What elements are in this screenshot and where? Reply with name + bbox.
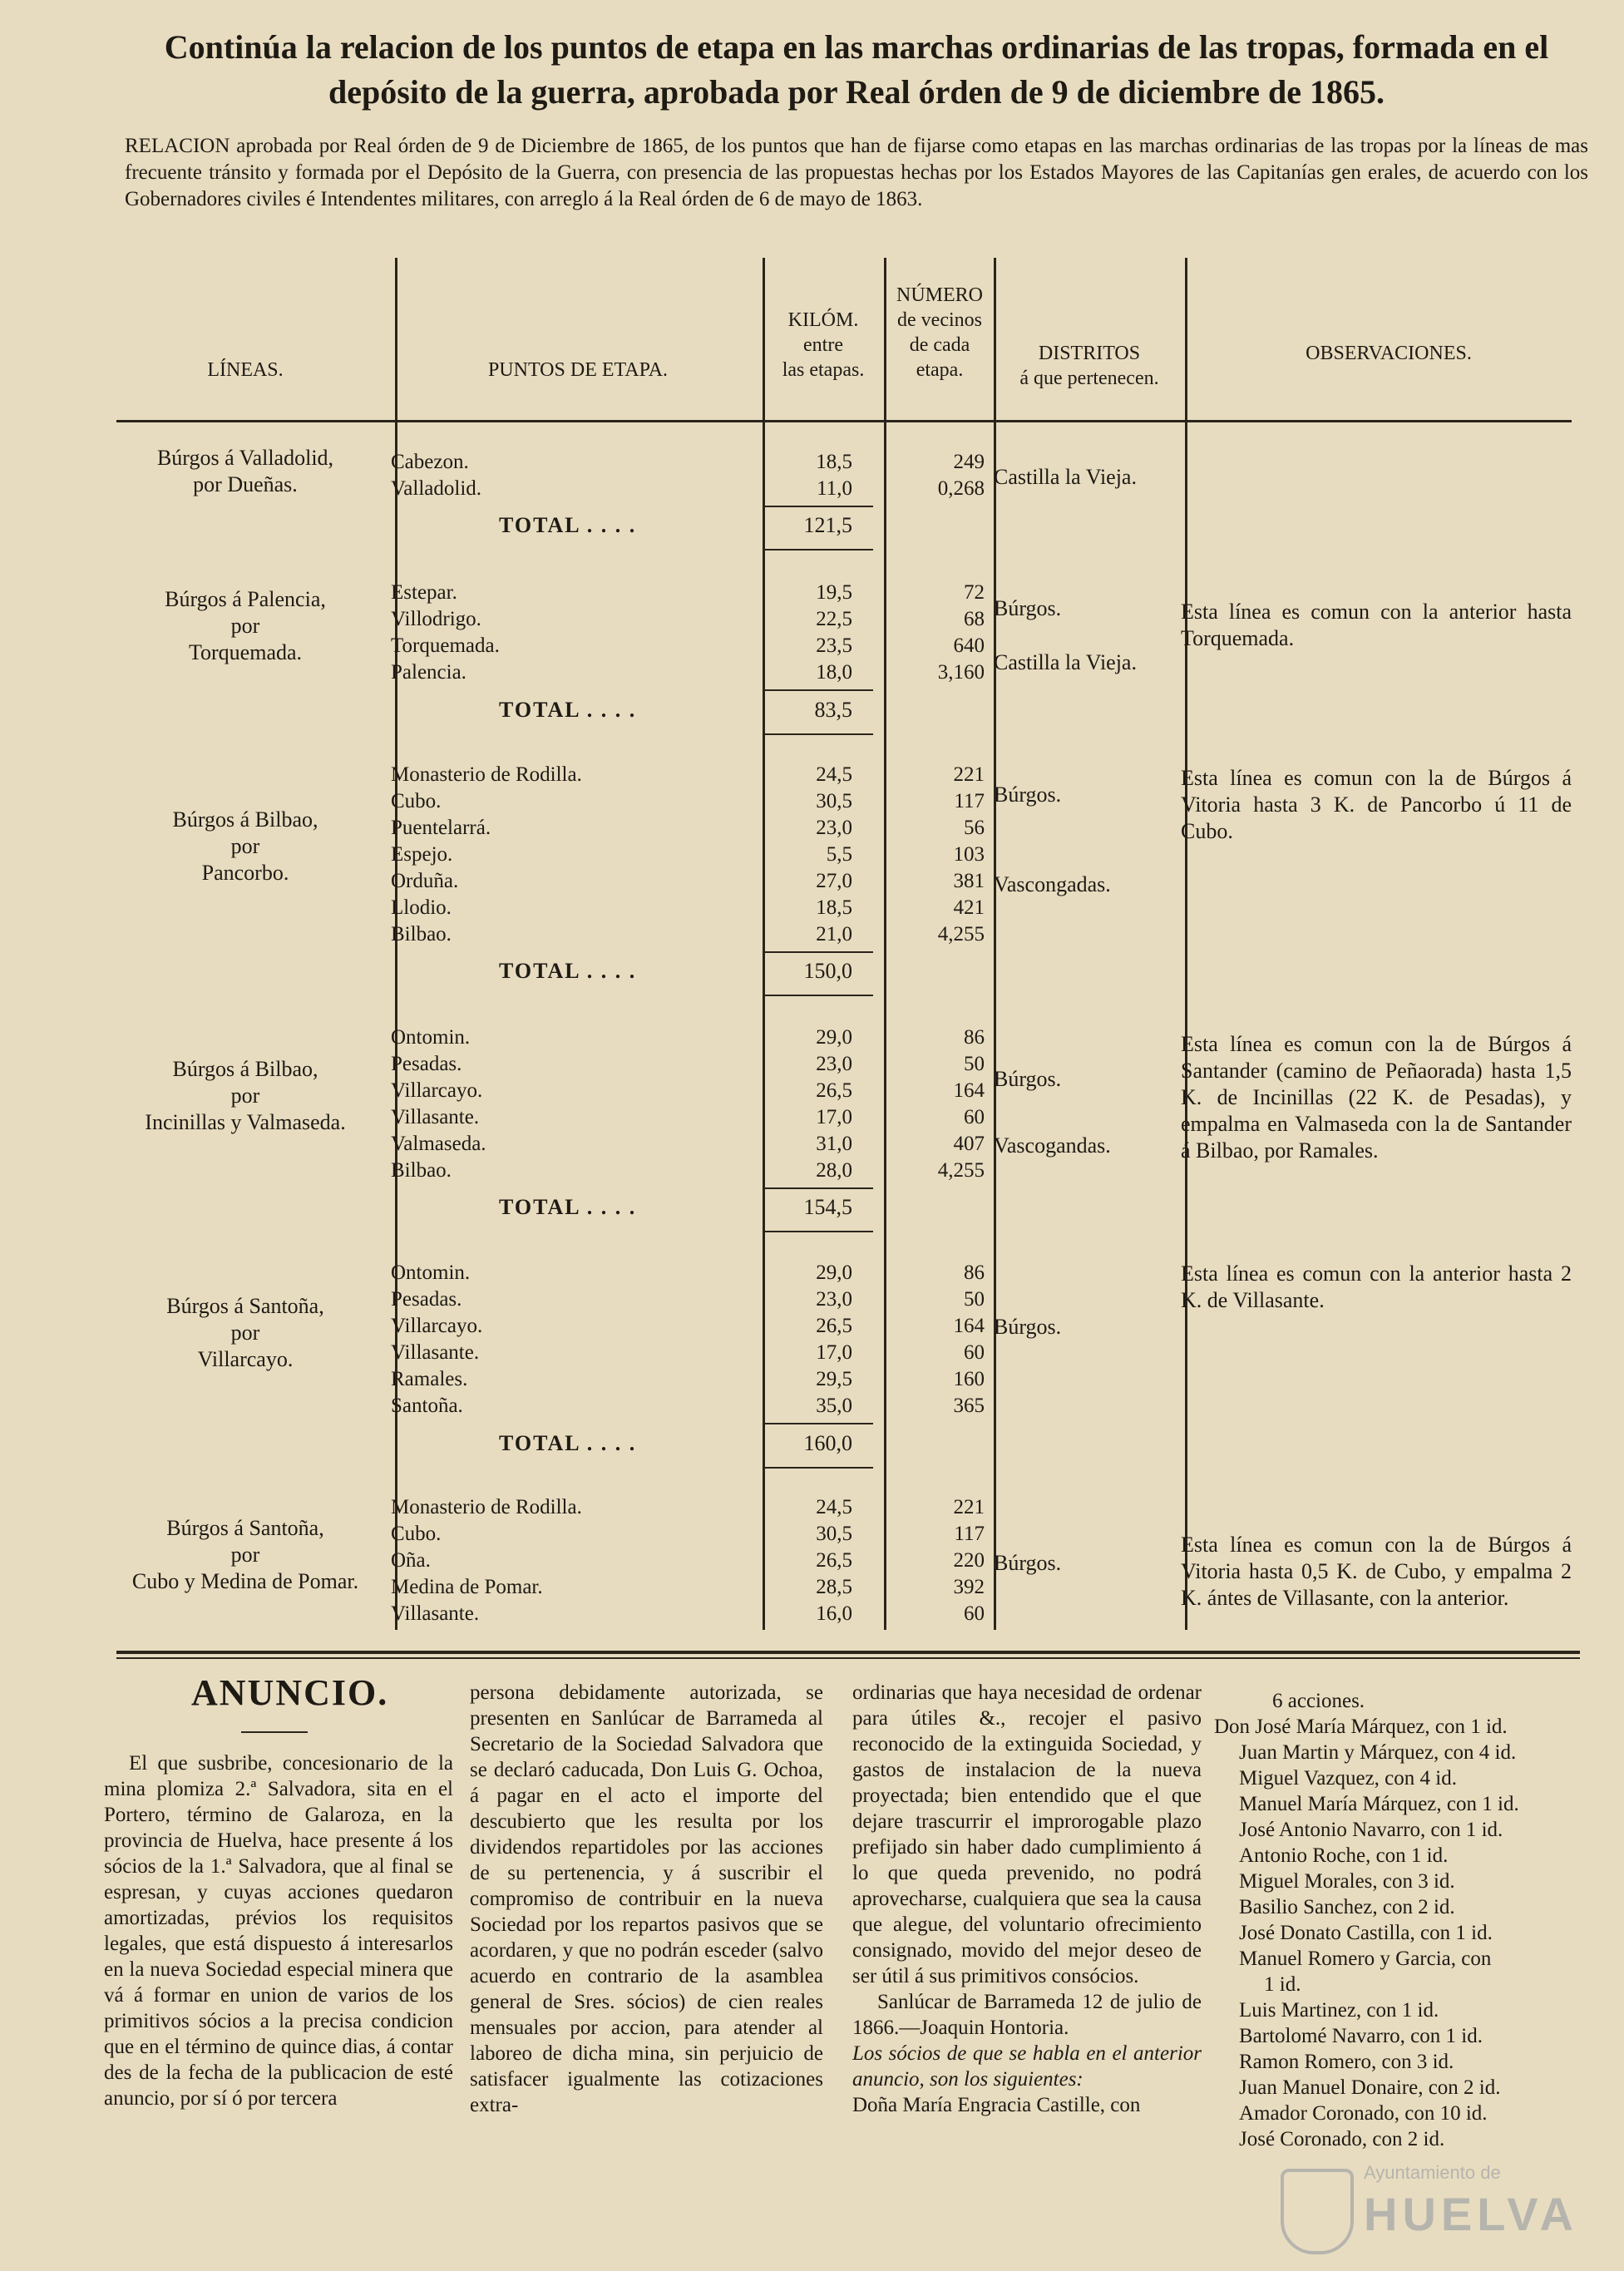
vecinos: 221 <box>953 1496 985 1518</box>
distrito: Búrgos. <box>994 1315 1062 1339</box>
kilometros: 29,5 <box>816 1368 852 1390</box>
intro-paragraph: RELACION aprobada por Real órden de 9 de Diciembre de 1865, de los puntos que han de fijarse como etapas en las marchas ordinarias de las tropas por la líneas de mas frecuente tránsito y formada por el Depósito de la Guerra, con presencia de las propuestas hechas por los Estados Mayores de las Capitanías gen erales, de acuerdo con los Gobernadores civiles é Intendentes militares, con arreglo á la Real órden de 6 de mayo de 1863. <box>125 135 1588 210</box>
table-row <box>0 1313 1624 1340</box>
header-observaciones: OBSERVACIONES. <box>1306 343 1472 364</box>
observacion: Esta línea es comun con la de Búrgos á Vitoria hasta 0,5 K. de Cubo, y empalma 2 K. ántes de Villasante, con la anterior. <box>1181 1533 1572 1610</box>
page-title: Continúa la relacion de los puntos de etapa en las marchas ordinarias de las tropas, formada en el depósito de la guerra, aprobada por Real órden de 9 de diciembre de 1865. <box>164 28 1549 111</box>
total-value: 83,5 <box>814 698 852 722</box>
punto-de-etapa: Monasterio de Rodilla. <box>391 763 582 786</box>
punto-de-etapa: Espejo. <box>391 843 453 866</box>
list-item: Amador Coronado, con 10 id. <box>1239 2102 1488 2125</box>
punto-de-etapa: Monasterio de Rodilla. <box>391 1496 582 1518</box>
header-kilom-line: las etapas. <box>782 359 865 381</box>
list-item: Juan Martin y Márquez, con 4 id. <box>1239 1741 1517 1764</box>
total-label: TOTAL . . . . <box>499 1195 637 1219</box>
sum-rule <box>765 506 873 507</box>
vecinos: 365 <box>953 1395 985 1417</box>
punto-de-etapa: Oña. <box>391 1549 431 1572</box>
kilometros: 5,5 <box>826 843 852 866</box>
punto-de-etapa: Ontomin. <box>391 1026 471 1049</box>
punto-de-etapa: Estepar. <box>391 581 457 604</box>
punto-de-etapa: Ontomin. <box>391 1261 471 1284</box>
vecinos: 72 <box>964 581 985 604</box>
list-item: 6 acciones. <box>1272 1690 1365 1712</box>
vecinos: 50 <box>964 1288 985 1311</box>
header-numero-line: NÚMERO <box>896 284 983 306</box>
vecinos: 220 <box>953 1549 985 1572</box>
total-row <box>0 955 1624 988</box>
punto-de-etapa: Orduña. <box>391 870 459 892</box>
list-item: Juan Manuel Donaire, con 2 id. <box>1239 2076 1501 2099</box>
header-numero-line: de cada <box>909 334 970 356</box>
observacion: Esta línea es comun con la anterior hasta Torquemada. <box>1181 600 1572 650</box>
city-seal-icon <box>1281 2169 1354 2254</box>
header-numero <box>886 283 994 383</box>
punto-de-etapa: Valladolid. <box>391 477 482 500</box>
kilometros: 28,0 <box>816 1159 852 1182</box>
list-item: José Antonio Navarro, con 1 id. <box>1239 1819 1503 1841</box>
anuncio-date-signature: Sanlúcar de Barrameda 12 de julio de 1866.—Joaquin Hontoria. <box>852 1991 1202 2039</box>
list-item: Ramon Romero, con 3 id. <box>1239 2051 1454 2073</box>
punto-de-etapa: Pesadas. <box>391 1288 462 1311</box>
kilometros: 17,0 <box>816 1341 852 1364</box>
table-row <box>0 1393 1624 1419</box>
linea-line: Búrgos á Santoña, <box>166 1294 324 1318</box>
kilometros: 11,0 <box>817 477 852 500</box>
kilometros: 31,0 <box>816 1133 852 1155</box>
punto-de-etapa: Cubo. <box>391 790 442 812</box>
anuncio-column-3 <box>852 1680 1202 2118</box>
distrito: Vascongadas. <box>994 872 1111 896</box>
kilometros: 24,5 <box>816 1496 852 1518</box>
punto-de-etapa: Santoña. <box>391 1395 463 1417</box>
punto-de-etapa: Bilbao. <box>391 923 452 945</box>
kilometros: 18,0 <box>816 661 852 684</box>
sum-rule <box>765 549 873 550</box>
vecinos: 407 <box>953 1133 985 1155</box>
list-item: Miguel Vazquez, con 4 id. <box>1239 1767 1457 1790</box>
punto-de-etapa: Torquemada. <box>391 634 500 657</box>
list-item: Manuel Romero y Garcia, con <box>1239 1948 1492 1970</box>
vecinos: 60 <box>964 1106 985 1128</box>
total-label: TOTAL . . . . <box>499 959 637 983</box>
kilometros: 19,5 <box>816 581 852 604</box>
anuncio-column-2: persona debidamente autorizada, se presenten en Sanlúcar de Barrameda al Secretario de la Sociedad Salvadora que se declaró caducada, Don Luis G. Ochoa, á pagar en el acto el importe del descubierto que les resulta por los dividendos repartidoles por las acciones de su pertenencia, y á suscribir el compromiso de contribuir en la nueva Sociedad por los repartos pasivos que se acordaren, y que no podrán esceder (salvo acuerdo en contrario de la asamblea general de Sres. sócios) de cien reales mensuales por accion, para atender al laboreo de dicha mina, sin perjuicio de satisfacer igualmente las cotizaciones extra- <box>470 1681 823 2116</box>
kilometros: 29,0 <box>816 1261 852 1284</box>
vecinos: 421 <box>953 896 985 919</box>
list-item: Antonio Roche, con 1 id. <box>1239 1844 1449 1867</box>
kilometros: 30,5 <box>816 790 852 812</box>
vecinos: 50 <box>964 1053 985 1075</box>
vecinos: 381 <box>953 870 985 892</box>
total-row <box>0 694 1624 727</box>
kilometros: 29,0 <box>816 1026 852 1049</box>
header-distritos-line: DISTRITOS <box>1038 343 1141 364</box>
linea-line: por <box>230 1084 260 1108</box>
kilometros: 30,5 <box>816 1523 852 1545</box>
observacion: Esta línea es comun con la anterior hasta 2 K. de Villasante. <box>1181 1261 1572 1312</box>
header-rule <box>116 420 1572 422</box>
header-kilom <box>765 308 881 383</box>
distrito: Castilla la Vieja. <box>994 465 1137 489</box>
kilometros: 18,5 <box>816 451 852 473</box>
kilometros: 35,0 <box>816 1395 852 1417</box>
punto-de-etapa: Valmaseda. <box>391 1133 486 1155</box>
punto-de-etapa: Bilbao. <box>391 1159 452 1182</box>
kilometros: 26,5 <box>816 1315 852 1337</box>
list-item: Basilio Sanchez, con 2 id. <box>1239 1896 1455 1918</box>
linea-line: Búrgos á Valladolid, <box>156 446 334 470</box>
anuncio-column-1: El que susbribe, concesionario de la mina plomiza 2.ª Salvadora, sita en el Portero, término de Galaroza, en la provincia de Huelva, hace presente á los sócios de la 1.ª Salvadora, que al final se espresan, y cuyas acciones quedaron amortizadas, prévios los requisitos legales, que está dispuesto á interesarlos en la nueva Sociedad especial minera que vá á formar en union de varios de los primitivos sócios a la precisa condicion que en el término de quince dias, á contar des de la fecha de la publicacion de esté anuncio, por sí ó por tercera <box>104 1752 453 2110</box>
table-row <box>0 842 1624 868</box>
vecinos: 56 <box>964 817 985 839</box>
kilometros: 16,0 <box>816 1602 852 1625</box>
punto-de-etapa: Palencia. <box>391 661 466 684</box>
distrito: Búrgos. <box>994 596 1062 620</box>
vecinos: 640 <box>953 634 985 657</box>
vecinos: 160 <box>953 1368 985 1390</box>
header-numero-line: etapa. <box>916 359 964 381</box>
header-puntos: PUNTOS DE ETAPA. <box>487 359 669 381</box>
punto-de-etapa: Villarcayo. <box>391 1315 483 1337</box>
total-label: TOTAL . . . . <box>499 1431 637 1455</box>
linea-line: por <box>230 834 260 858</box>
kilometros: 26,5 <box>816 1549 852 1572</box>
kilometros: 23,0 <box>816 1288 852 1311</box>
linea-line: Cubo y Medina de Pomar. <box>131 1569 359 1593</box>
vecinos: 68 <box>964 608 985 630</box>
kilometros: 17,0 <box>816 1106 852 1128</box>
kilometros: 27,0 <box>816 870 852 892</box>
linea-line: Pancorbo. <box>201 861 289 885</box>
sum-rule <box>765 1187 873 1189</box>
punto-de-etapa: Pesadas. <box>391 1053 462 1075</box>
linea-line: Búrgos á Palencia, <box>165 587 326 611</box>
vecinos: 86 <box>964 1261 985 1284</box>
vecinos: 164 <box>953 1079 985 1102</box>
watermark-bottom-text: HUELVA <box>1364 2188 1578 2240</box>
sum-rule <box>765 995 873 996</box>
vecinos: 0,268 <box>937 477 985 500</box>
table-row <box>0 659 1624 686</box>
kilometros: 23,5 <box>816 634 852 657</box>
punto-de-etapa: Villasante. <box>391 1602 480 1625</box>
vecinos: 103 <box>953 843 985 866</box>
total-value: 121,5 <box>803 513 852 537</box>
linea-line: por Dueñas. <box>193 472 298 496</box>
linea-line: por <box>230 1543 260 1567</box>
total-label: TOTAL . . . . <box>499 698 637 722</box>
distrito: Búrgos. <box>994 1067 1062 1091</box>
table-row <box>0 1366 1624 1393</box>
linea-line: Incinillas y Valmaseda. <box>145 1110 346 1134</box>
table-row <box>0 1340 1624 1366</box>
list-item: José Coronado, con 2 id. <box>1239 2128 1445 2150</box>
list-item: José Donato Castilla, con 1 id. <box>1239 1922 1493 1944</box>
header-kilom-line: entre <box>803 334 843 356</box>
total-row <box>0 509 1624 542</box>
kilometros: 28,5 <box>816 1576 852 1598</box>
header-lineas: LÍNEAS. <box>207 359 284 381</box>
table-row <box>0 921 1624 948</box>
kilometros: 24,5 <box>816 763 852 786</box>
socios-list <box>1214 1688 1613 2152</box>
sum-rule <box>765 951 873 953</box>
watermark-top-text: Ayuntamiento de <box>1364 2162 1501 2183</box>
punto-de-etapa: Cubo. <box>391 1523 442 1545</box>
vecinos: 3,160 <box>937 661 985 684</box>
kilometros: 23,0 <box>816 817 852 839</box>
header-distritos-line: á que pertenecen. <box>1019 368 1159 389</box>
total-row <box>0 1427 1624 1460</box>
table-row <box>0 449 1624 476</box>
header-kilom-line: KILÓM. <box>787 309 859 331</box>
list-item: 1 id. <box>1264 1973 1301 1996</box>
list-item: Don José María Márquez, con 1 id. <box>1214 1716 1508 1738</box>
vecinos: 117 <box>954 790 985 812</box>
kilometros: 22,5 <box>816 608 852 630</box>
linea-line: Búrgos á Bilbao, <box>172 1057 318 1081</box>
sum-rule <box>765 689 873 691</box>
punto-de-etapa: Medina de Pomar. <box>391 1576 543 1598</box>
table-row <box>0 476 1624 502</box>
punto-de-etapa: Cabezon. <box>391 451 469 473</box>
vecinos: 86 <box>964 1026 985 1049</box>
observacion: Esta línea es comun con la de Búrgos á Santander (camino de Peñaorada) hasta 1,5 K. de Incinillas (22 K. de Pesadas), y empalma en Valmaseda con la de Santander á Bilbao, por Ramales. <box>1181 1032 1572 1163</box>
linea-line: Búrgos á Bilbao, <box>172 807 318 832</box>
table-row <box>0 1494 1624 1521</box>
linea-line: por <box>230 1321 260 1345</box>
ayuntamiento-watermark <box>1264 2162 1613 2254</box>
anuncio-first-socio: Doña María Engracia Castille, con <box>852 2094 1141 2116</box>
vecinos: 60 <box>964 1602 985 1625</box>
total-value: 150,0 <box>803 959 852 983</box>
section-divider <box>116 1657 1580 1659</box>
linea-line: Torquemada. <box>188 640 303 664</box>
vecinos: 221 <box>953 763 985 786</box>
distrito: Vascogandas. <box>994 1133 1111 1158</box>
table-row <box>0 868 1624 895</box>
linea-line: Villarcayo. <box>197 1347 294 1371</box>
kilometros: 26,5 <box>816 1079 852 1102</box>
distrito: Búrgos. <box>994 1551 1062 1575</box>
distrito: Castilla la Vieja. <box>994 650 1137 674</box>
vecinos: 4,255 <box>937 1159 985 1182</box>
sum-rule <box>765 733 873 735</box>
total-value: 154,5 <box>803 1195 852 1219</box>
punto-de-etapa: Villarcayo. <box>391 1079 483 1102</box>
list-item: Miguel Morales, con 3 id. <box>1239 1870 1455 1893</box>
anuncio-col3-body: ordinarias que haya necesidad de ordenar para útiles &., recojer el pasivo reconocido de la extinguida Sociedad, y gastos de instalacion de la nueva proyectada; bien entendido que el que dejare trascurrir el improrogable plazo prefijado sin haber dado cumplimiento á lo que queda prevenido, no podrá aprovecharse, cualquiera que sea la causa que alegue, del voluntario ofrecimiento consignado, movido del mejor deseo de ser útil á sus primitivos consócios. <box>852 1681 1202 1987</box>
linea-line: Búrgos á Santoña, <box>166 1516 324 1540</box>
punto-de-etapa: Puentelarrá. <box>391 817 491 839</box>
sum-rule <box>765 1231 873 1232</box>
section-divider <box>116 1651 1580 1654</box>
kilometros: 21,0 <box>816 923 852 945</box>
anuncio-title: ANUNCIO. <box>191 1672 389 1713</box>
list-item: Luis Martinez, con 1 id. <box>1239 1999 1439 2022</box>
anuncio-socios-intro: Los sócios de que se habla en el anterior anuncio, son los siguientes: <box>852 2042 1202 2091</box>
punto-de-etapa: Llodio. <box>391 896 452 919</box>
kilometros: 23,0 <box>816 1053 852 1075</box>
distrito: Búrgos. <box>994 783 1062 807</box>
table-row <box>0 895 1624 921</box>
vecinos: 249 <box>953 451 985 473</box>
punto-de-etapa: Villasante. <box>391 1106 480 1128</box>
vecinos: 117 <box>954 1523 985 1545</box>
vecinos: 164 <box>953 1315 985 1337</box>
header-numero-line: de vecinos <box>897 309 982 331</box>
total-value: 160,0 <box>803 1431 852 1455</box>
vecinos: 4,255 <box>937 923 985 945</box>
punto-de-etapa: Villasante. <box>391 1341 480 1364</box>
kilometros: 18,5 <box>816 896 852 919</box>
sum-rule <box>765 1467 873 1469</box>
total-label: TOTAL . . . . <box>499 513 637 537</box>
linea-line: por <box>230 614 260 638</box>
sum-rule <box>765 1423 873 1424</box>
total-row <box>0 1191 1624 1224</box>
list-item: Bartolomé Navarro, con 1 id. <box>1239 2025 1483 2047</box>
punto-de-etapa: Villodrigo. <box>391 608 481 630</box>
vecinos: 60 <box>964 1341 985 1364</box>
title-rule <box>241 1731 308 1733</box>
punto-de-etapa: Ramales. <box>391 1368 468 1390</box>
list-item: Manuel María Márquez, con 1 id. <box>1239 1793 1519 1815</box>
header-distritos <box>994 341 1185 391</box>
observacion: Esta línea es comun con la de Búrgos á Vitoria hasta 3 K. de Pancorbo ú 11 de Cubo. <box>1181 766 1572 843</box>
vecinos: 392 <box>953 1576 985 1598</box>
